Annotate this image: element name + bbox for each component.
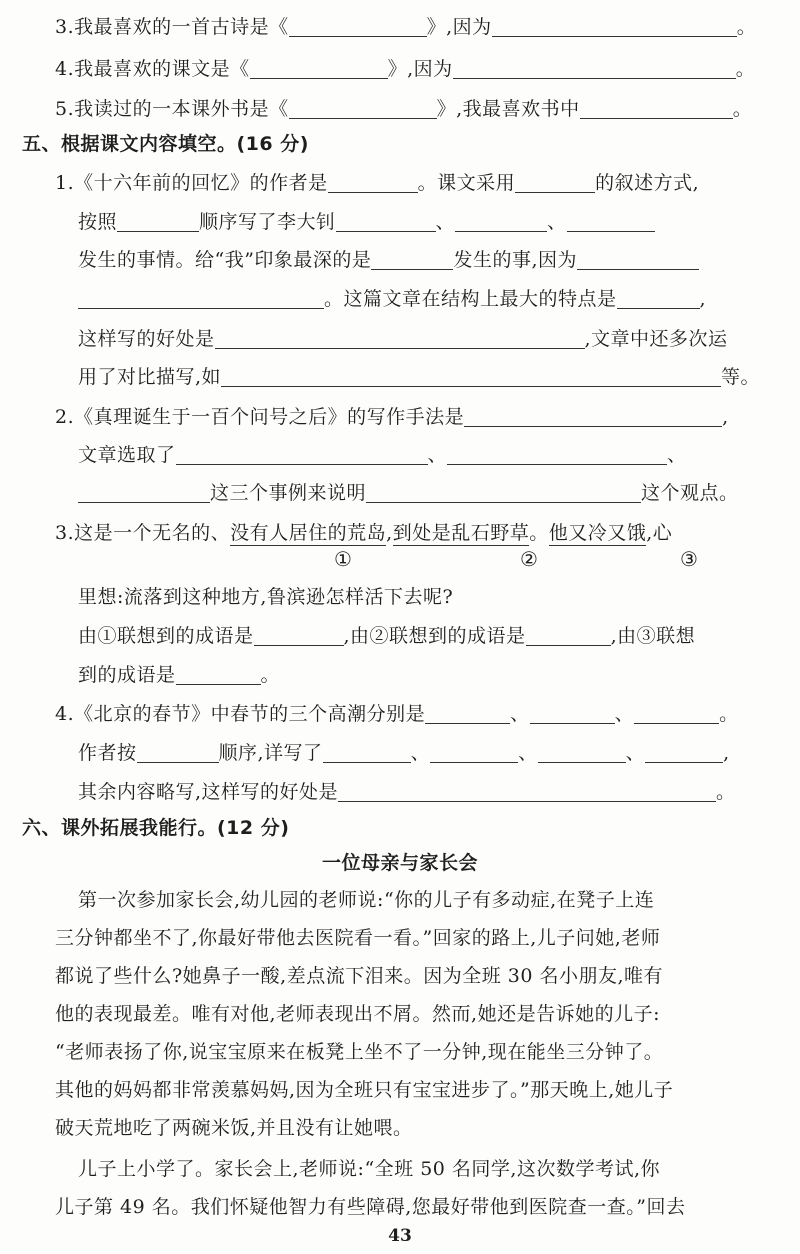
answer-blank[interactable] (215, 328, 585, 349)
answer-blank[interactable] (425, 703, 510, 724)
underlined-phrase-1: 没有人居住的荒岛 (230, 522, 387, 544)
answer-blank[interactable] (617, 288, 700, 309)
answer-blank[interactable] (447, 444, 667, 465)
answer-blank[interactable] (526, 625, 611, 646)
answer-blank[interactable] (530, 703, 615, 724)
answer-blank[interactable] (453, 58, 736, 79)
s5-q1-line2: 按照 顺序写了李大钊 、 、 (78, 209, 655, 235)
underlined-phrase-3: 他又冷又饿 (548, 522, 647, 544)
answer-blank[interactable] (492, 16, 737, 37)
s5-q1-line1: 1.《十六年前的回忆》的作者是 。课文采用 的叙述方式, (55, 172, 700, 194)
para2-line: 儿子第 49 名。我们怀疑他智力有些障碍,您最好带他到医院查一查。”回去 (55, 1196, 686, 1218)
para1-line: 三分钟都坐不了,你最好带他去医院看一看。”回家的路上,儿子问她,老师 (55, 927, 661, 949)
s5-q2-line3: 这三个事例来说明 这个观点。 (78, 480, 739, 506)
answer-blank[interactable] (250, 58, 388, 79)
answer-blank[interactable] (176, 664, 261, 685)
line-q5-book: 5.我读过的一本课外书是《 》,我最喜欢书中 。 (55, 98, 753, 120)
answer-blank[interactable] (336, 211, 436, 232)
para1-line: “老师表扬了你,说宝宝原来在板凳上坐不了一分钟,现在能坐三分钟了。 (55, 1041, 664, 1063)
marker-1: ① (334, 547, 352, 571)
s5-q3-line3: 由①联想到的成语是 ,由②联想到的成语是 ,由③联想 (78, 625, 696, 647)
s5-q1-line6: 用了对比描写,如 等。 (78, 366, 761, 388)
line-q3-poem: 3.我最喜欢的一首古诗是《 》,因为 。 (55, 16, 757, 38)
para1-line: 他的表现最差。唯有对他,老师表现出不屑。然而,她还是告诉她的儿子: (55, 1003, 660, 1025)
answer-blank[interactable] (338, 781, 716, 802)
answer-blank[interactable] (78, 482, 210, 503)
para1-line: 其他的妈妈都非常羡慕妈妈,因为全班只有宝宝进步了。”那天晚上,她儿子 (55, 1079, 674, 1101)
answer-blank[interactable] (538, 742, 626, 763)
answer-blank[interactable] (78, 288, 324, 309)
section-5-heading: 五、根据课文内容填空。(16 分) (22, 133, 309, 155)
s5-q1-line4: 。这篇文章在结构上最大的特点是 , (78, 286, 706, 312)
underlined-phrase-2: 到处是乱石野草 (392, 522, 530, 544)
answer-blank[interactable] (137, 742, 219, 763)
s5-q3-line1: 3.这是一个无名的、没有人居住的荒岛,到处是乱石野草。他又冷又饿,心 (55, 522, 673, 544)
answer-blank[interactable] (117, 211, 199, 232)
answer-blank[interactable] (567, 211, 655, 232)
s5-q2-line1: 2.《真理诞生于一百个问号之后》的写作手法是 , (55, 406, 729, 428)
s5-q4-line3: 其余内容略写,这样写的好处是 。 (78, 781, 736, 803)
s5-q3-line4: 到的成语是 。 (78, 664, 281, 686)
s5-q2-line2: 文章选取了 、 、 (78, 444, 687, 466)
page-number: 43 (388, 1226, 412, 1246)
answer-blank[interactable] (634, 703, 719, 724)
answer-blank[interactable] (366, 482, 641, 503)
marker-2: ② (520, 547, 538, 571)
answer-blank[interactable] (577, 249, 699, 270)
marker-3: ③ (680, 547, 698, 571)
article-title: 一位母亲与家长会 (321, 852, 478, 874)
section-6-heading: 六、课外拓展我能行。(12 分) (22, 817, 290, 839)
answer-blank[interactable] (289, 98, 437, 119)
para2-line: 儿子上小学了。家长会上,老师说:“全班 50 名同学,这次数学考试,你 (78, 1158, 660, 1180)
answer-blank[interactable] (430, 742, 518, 763)
answer-blank[interactable] (323, 742, 411, 763)
answer-blank[interactable] (455, 211, 547, 232)
answer-blank[interactable] (328, 172, 418, 193)
s5-q3-line2: 里想:流落到这种地方,鲁滨逊怎样活下去呢? (78, 586, 454, 608)
s5-q1-line3: 发生的事情。给“我”印象最深的是 发生的事,因为 (78, 247, 699, 273)
answer-blank[interactable] (176, 444, 428, 465)
answer-blank[interactable] (371, 249, 453, 270)
s5-q4-line2: 作者按 顺序,详写了 、 、 、 , (78, 742, 730, 764)
answer-blank[interactable] (254, 625, 344, 646)
s5-q4-line1: 4.《北京的春节》中春节的三个高潮分别是 、 、 。 (55, 703, 739, 725)
line-q4-text: 4.我最喜欢的课文是《 》,因为 。 (55, 58, 756, 80)
answer-blank[interactable] (580, 98, 733, 119)
s5-q1-line5: 这样写的好处是 ,文章中还多次运 (78, 328, 728, 350)
para1-line: 破天荒地吃了两碗米饭,并且没有让她喂。 (55, 1117, 413, 1139)
para1-line: 都说了些什么?她鼻子一酸,差点流下泪来。因为全班 30 名小朋友,唯有 (55, 965, 664, 987)
answer-blank[interactable] (289, 16, 427, 37)
answer-blank[interactable] (645, 742, 723, 763)
answer-blank[interactable] (221, 366, 721, 387)
answer-blank[interactable] (515, 172, 595, 193)
para1-line: 第一次参加家长会,幼儿园的老师说:“你的儿子有多动症,在凳子上连 (78, 889, 655, 911)
answer-blank[interactable] (464, 406, 722, 427)
